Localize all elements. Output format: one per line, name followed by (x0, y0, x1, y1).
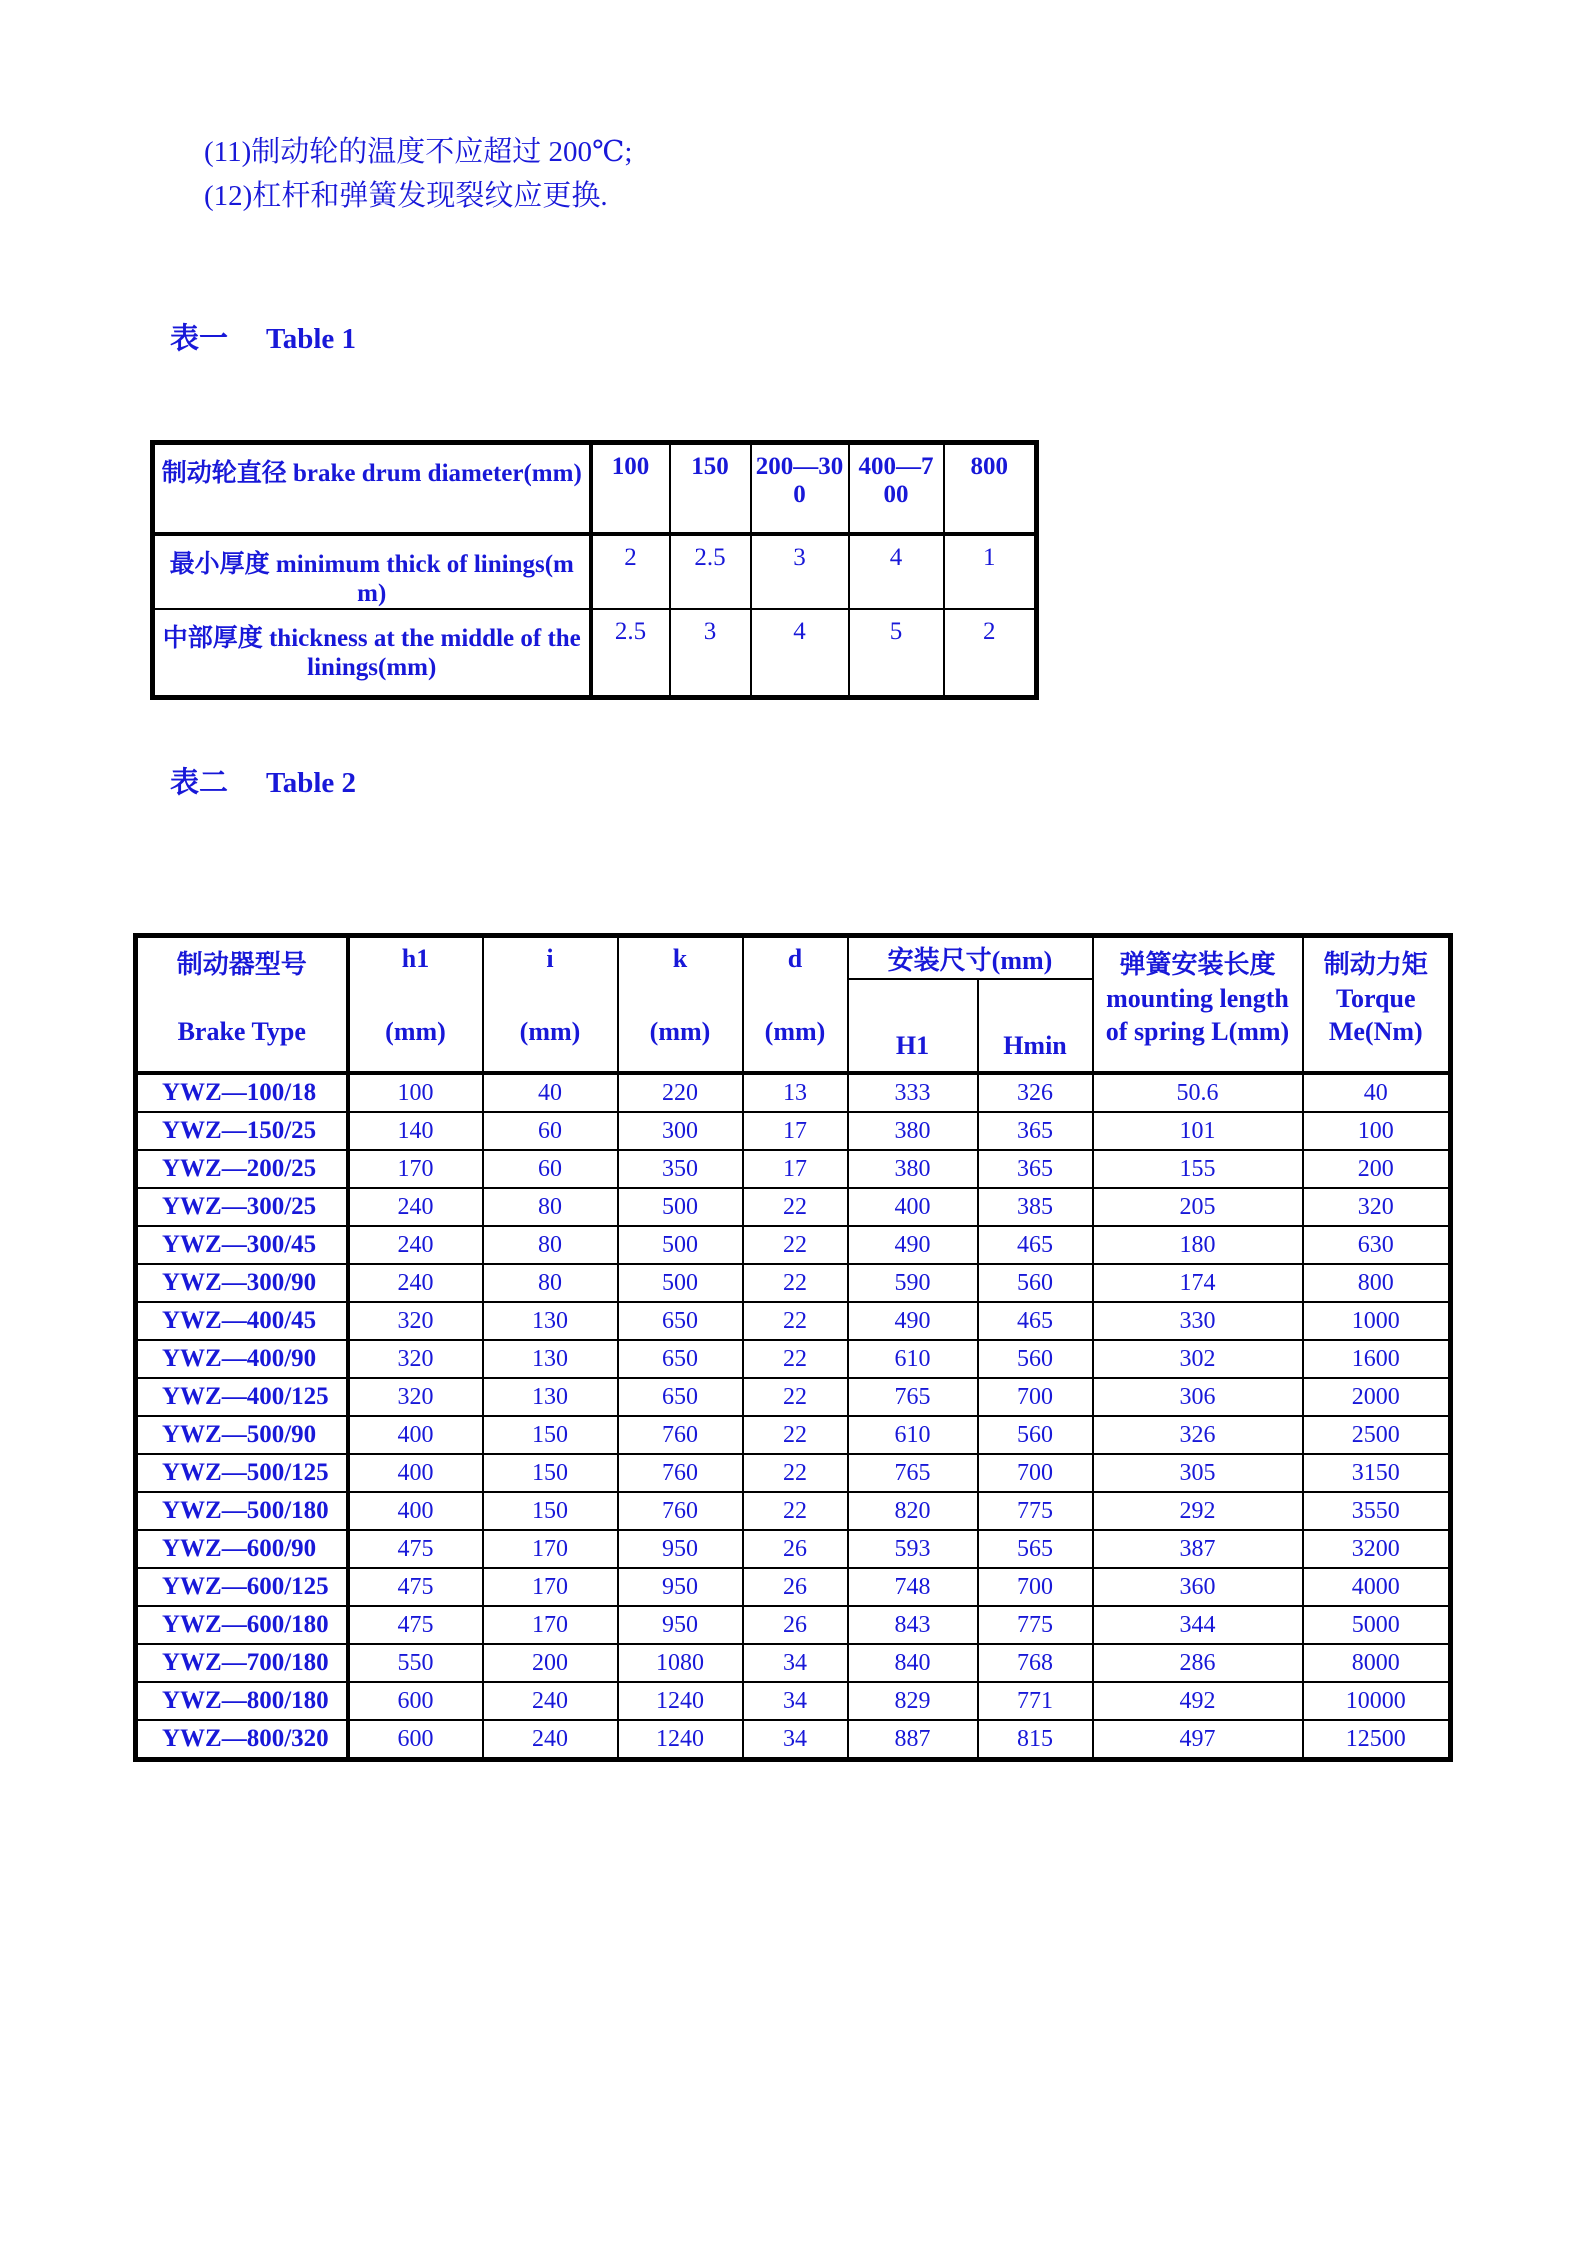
value-cell: 748 (848, 1568, 978, 1606)
value-cell: 170 (483, 1530, 618, 1568)
value-cell: 22 (743, 1188, 848, 1226)
spring-en2: of spring L(mm) (1105, 1017, 1290, 1046)
table2-row (136, 1264, 1451, 1302)
value-cell: 170 (483, 1606, 618, 1644)
value-cell: 650 (618, 1378, 743, 1416)
value-cell: 650 (618, 1302, 743, 1340)
value-cell: 292 (1093, 1492, 1303, 1530)
table2-header-i (483, 936, 618, 1074)
torque-unit: Me(Nm) (1328, 1017, 1423, 1046)
table2 (133, 933, 1453, 1762)
header-d-unit: (mm) (764, 1017, 826, 1046)
brake-type-cell: YWZ—200/25 (136, 1150, 348, 1188)
table2-row (136, 1340, 1451, 1378)
value-cell: 3550 (1303, 1492, 1451, 1530)
table1-cell: 4 (849, 534, 944, 609)
value-cell: 240 (348, 1226, 483, 1264)
table1-header-label: 制动轮直径 brake drum diameter(mm) (153, 443, 591, 535)
value-cell: 326 (1093, 1416, 1303, 1454)
value-cell: 240 (483, 1682, 618, 1720)
table1-cell: 2.5 (591, 609, 670, 698)
value-cell: 3150 (1303, 1454, 1451, 1492)
table1-caption-en: Table 1 (266, 323, 357, 355)
value-cell: 40 (483, 1073, 618, 1112)
value-cell: 174 (1093, 1264, 1303, 1302)
table1-row-middle-thickness (153, 609, 1037, 698)
value-cell: 497 (1093, 1720, 1303, 1760)
value-cell: 500 (618, 1264, 743, 1302)
value-cell: 820 (848, 1492, 978, 1530)
value-cell: 26 (743, 1606, 848, 1644)
value-cell: 10000 (1303, 1682, 1451, 1720)
value-cell: 17 (743, 1112, 848, 1150)
value-cell: 22 (743, 1340, 848, 1378)
value-cell: 490 (848, 1302, 978, 1340)
notes-block (204, 130, 633, 218)
value-cell: 650 (618, 1340, 743, 1378)
table1-col-header: 400—700 (849, 443, 944, 535)
torque-en: Torque (1336, 984, 1416, 1013)
value-cell: 40 (1303, 1073, 1451, 1112)
header-k-unit: (mm) (649, 1017, 711, 1046)
brake-type-cell: YWZ—600/90 (136, 1530, 348, 1568)
table2-header-torque (1303, 936, 1451, 1074)
brake-type-cell: YWZ—600/180 (136, 1606, 348, 1644)
value-cell: 560 (978, 1416, 1093, 1454)
table2-row (136, 1302, 1451, 1340)
table2-row (136, 1416, 1451, 1454)
brake-type-cell: YWZ—150/25 (136, 1112, 348, 1150)
brake-type-cell: YWZ—600/125 (136, 1568, 348, 1606)
value-cell: 475 (348, 1606, 483, 1644)
value-cell: 1080 (618, 1644, 743, 1682)
value-cell: 1240 (618, 1720, 743, 1760)
table2-row (136, 1492, 1451, 1530)
header-h1-unit: (mm) (385, 1017, 446, 1046)
table2-row (136, 1682, 1451, 1720)
value-cell: 130 (483, 1340, 618, 1378)
value-cell: 200 (1303, 1150, 1451, 1188)
table1-col-header: 800 (944, 443, 1037, 535)
value-cell: 240 (483, 1720, 618, 1760)
table1-cell: 5 (849, 609, 944, 698)
value-cell: 475 (348, 1568, 483, 1606)
value-cell: 560 (978, 1264, 1093, 1302)
value-cell: 765 (848, 1454, 978, 1492)
value-cell: 34 (743, 1644, 848, 1682)
value-cell: 205 (1093, 1188, 1303, 1226)
value-cell: 17 (743, 1150, 848, 1188)
table2-header-install-dims: 安装尺寸(mm) (848, 936, 1093, 980)
value-cell: 50.6 (1093, 1073, 1303, 1112)
value-cell: 1000 (1303, 1302, 1451, 1340)
value-cell: 170 (348, 1150, 483, 1188)
value-cell: 80 (483, 1264, 618, 1302)
value-cell: 60 (483, 1112, 618, 1150)
spring-zh: 弹簧安装长度 (1119, 950, 1276, 979)
value-cell: 700 (978, 1568, 1093, 1606)
header-i-symbol: i (546, 944, 554, 973)
value-cell: 843 (848, 1606, 978, 1644)
table2-row (136, 1150, 1451, 1188)
value-cell: 80 (483, 1226, 618, 1264)
value-cell: 380 (848, 1150, 978, 1188)
value-cell: 400 (348, 1454, 483, 1492)
value-cell: 5000 (1303, 1606, 1451, 1644)
value-cell: 560 (978, 1340, 1093, 1378)
value-cell: 760 (618, 1454, 743, 1492)
table2-row (136, 1568, 1451, 1606)
table2-row (136, 1454, 1451, 1492)
value-cell: 170 (483, 1568, 618, 1606)
table1-col-header: 150 (670, 443, 751, 535)
table2-header (136, 936, 1451, 1074)
value-cell: 400 (348, 1492, 483, 1530)
value-cell: 130 (483, 1302, 618, 1340)
value-cell: 771 (978, 1682, 1093, 1720)
table1-cell: 1 (944, 534, 1037, 609)
value-cell: 8000 (1303, 1644, 1451, 1682)
table2-header-H1: H1 (848, 979, 978, 1073)
value-cell: 815 (978, 1720, 1093, 1760)
table2-row (136, 1112, 1451, 1150)
value-cell: 130 (483, 1378, 618, 1416)
value-cell: 326 (978, 1073, 1093, 1112)
value-cell: 220 (618, 1073, 743, 1112)
value-cell: 320 (348, 1340, 483, 1378)
table1 (150, 440, 1039, 700)
brake-type-cell: YWZ—100/18 (136, 1073, 348, 1112)
table2-caption-en: Table 2 (266, 767, 357, 799)
value-cell: 887 (848, 1720, 978, 1760)
value-cell: 350 (618, 1150, 743, 1188)
value-cell: 306 (1093, 1378, 1303, 1416)
brake-type-cell: YWZ—500/180 (136, 1492, 348, 1530)
value-cell: 286 (1093, 1644, 1303, 1682)
value-cell: 490 (848, 1226, 978, 1264)
brake-type-cell: YWZ—300/25 (136, 1188, 348, 1226)
table2-header-spring-length (1093, 936, 1303, 1074)
value-cell: 365 (978, 1150, 1093, 1188)
value-cell: 2500 (1303, 1416, 1451, 1454)
value-cell: 829 (848, 1682, 978, 1720)
value-cell: 1600 (1303, 1340, 1451, 1378)
table2-row (136, 1644, 1451, 1682)
value-cell: 12500 (1303, 1720, 1451, 1760)
value-cell: 344 (1093, 1606, 1303, 1644)
brake-type-cell: YWZ—500/90 (136, 1416, 348, 1454)
table2-header-row-top (136, 936, 1451, 980)
value-cell: 565 (978, 1530, 1093, 1568)
brake-type-cell: YWZ—300/45 (136, 1226, 348, 1264)
value-cell: 333 (848, 1073, 978, 1112)
brake-type-cell: YWZ—500/125 (136, 1454, 348, 1492)
value-cell: 60 (483, 1150, 618, 1188)
value-cell: 475 (348, 1530, 483, 1568)
value-cell: 800 (1303, 1264, 1451, 1302)
table2-row (136, 1226, 1451, 1264)
value-cell: 950 (618, 1606, 743, 1644)
table1-row-label: 中部厚度 thickness at the middle of the linings(mm) (153, 609, 591, 698)
value-cell: 34 (743, 1682, 848, 1720)
value-cell: 140 (348, 1112, 483, 1150)
value-cell: 101 (1093, 1112, 1303, 1150)
value-cell: 320 (348, 1302, 483, 1340)
brake-type-zh: 制动器型号 (176, 950, 307, 979)
value-cell: 610 (848, 1416, 978, 1454)
value-cell: 360 (1093, 1568, 1303, 1606)
value-cell: 500 (618, 1188, 743, 1226)
value-cell: 4000 (1303, 1568, 1451, 1606)
table1-cell: 2.5 (670, 534, 751, 609)
table1-cell: 4 (751, 609, 849, 698)
table2-header-Hmin: Hmin (978, 979, 1093, 1073)
header-h1-symbol: h1 (401, 944, 430, 973)
brake-type-en: Brake Type (177, 1017, 306, 1046)
value-cell: 300 (618, 1112, 743, 1150)
brake-type-cell: YWZ—800/180 (136, 1682, 348, 1720)
value-cell: 760 (618, 1416, 743, 1454)
value-cell: 80 (483, 1188, 618, 1226)
value-cell: 387 (1093, 1530, 1303, 1568)
value-cell: 465 (978, 1226, 1093, 1264)
table2-row (136, 1606, 1451, 1644)
value-cell: 3200 (1303, 1530, 1451, 1568)
value-cell: 400 (848, 1188, 978, 1226)
value-cell: 100 (348, 1073, 483, 1112)
value-cell: 155 (1093, 1150, 1303, 1188)
value-cell: 330 (1093, 1302, 1303, 1340)
spring-en1: mounting length (1106, 984, 1289, 1013)
table1-cell: 3 (751, 534, 849, 609)
table2-row (136, 1188, 1451, 1226)
value-cell: 240 (348, 1264, 483, 1302)
table2-row (136, 1073, 1451, 1112)
value-cell: 760 (618, 1492, 743, 1530)
value-cell: 200 (483, 1644, 618, 1682)
value-cell: 590 (848, 1264, 978, 1302)
value-cell: 22 (743, 1302, 848, 1340)
brake-type-cell: YWZ—300/90 (136, 1264, 348, 1302)
value-cell: 320 (348, 1378, 483, 1416)
table1-cell: 3 (670, 609, 751, 698)
value-cell: 593 (848, 1530, 978, 1568)
value-cell: 150 (483, 1454, 618, 1492)
value-cell: 950 (618, 1568, 743, 1606)
value-cell: 840 (848, 1644, 978, 1682)
value-cell: 610 (848, 1340, 978, 1378)
table2-caption-zh: 表二 (170, 767, 229, 799)
table2-header-h1 (348, 936, 483, 1074)
value-cell: 22 (743, 1492, 848, 1530)
value-cell: 385 (978, 1188, 1093, 1226)
value-cell: 1240 (618, 1682, 743, 1720)
value-cell: 380 (848, 1112, 978, 1150)
table1-cell: 2 (591, 534, 670, 609)
value-cell: 320 (1303, 1188, 1451, 1226)
value-cell: 13 (743, 1073, 848, 1112)
table1-row-min-thickness (153, 534, 1037, 609)
header-d-symbol: d (787, 944, 803, 973)
value-cell: 34 (743, 1720, 848, 1760)
table1-col-header: 100 (591, 443, 670, 535)
brake-type-cell: YWZ—700/180 (136, 1644, 348, 1682)
brake-type-cell: YWZ—400/90 (136, 1340, 348, 1378)
value-cell: 240 (348, 1188, 483, 1226)
note-line-12: (12)杠杆和弹簧发现裂纹应更换. (204, 180, 608, 212)
value-cell: 950 (618, 1530, 743, 1568)
value-cell: 500 (618, 1226, 743, 1264)
header-k-symbol: k (672, 944, 688, 973)
value-cell: 775 (978, 1492, 1093, 1530)
value-cell: 465 (978, 1302, 1093, 1340)
table2-header-d (743, 936, 848, 1074)
brake-type-cell: YWZ—800/320 (136, 1720, 348, 1760)
brake-type-cell: YWZ—400/125 (136, 1378, 348, 1416)
table2-header-brake-type (136, 936, 348, 1074)
value-cell: 26 (743, 1568, 848, 1606)
torque-zh: 制动力矩 (1323, 950, 1428, 979)
value-cell: 400 (348, 1416, 483, 1454)
value-cell: 150 (483, 1416, 618, 1454)
value-cell: 22 (743, 1226, 848, 1264)
table2-header-k (618, 936, 743, 1074)
table1-row-label: 最小厚度 minimum thick of linings(mm) (153, 534, 591, 609)
table2-row (136, 1720, 1451, 1760)
brake-type-cell: YWZ—400/45 (136, 1302, 348, 1340)
value-cell: 775 (978, 1606, 1093, 1644)
value-cell: 22 (743, 1264, 848, 1302)
note-line-11: (11)制动轮的温度不应超过 200℃; (204, 136, 633, 168)
table2-caption (170, 760, 356, 801)
table2-row (136, 1378, 1451, 1416)
value-cell: 492 (1093, 1682, 1303, 1720)
value-cell: 600 (348, 1720, 483, 1760)
value-cell: 600 (348, 1682, 483, 1720)
table1-header-row (153, 443, 1037, 535)
value-cell: 765 (848, 1378, 978, 1416)
value-cell: 180 (1093, 1226, 1303, 1264)
value-cell: 22 (743, 1454, 848, 1492)
value-cell: 700 (978, 1378, 1093, 1416)
header-i-unit: (mm) (519, 1017, 581, 1046)
value-cell: 150 (483, 1492, 618, 1530)
value-cell: 22 (743, 1378, 848, 1416)
value-cell: 700 (978, 1454, 1093, 1492)
table1-caption (170, 316, 356, 357)
value-cell: 22 (743, 1416, 848, 1454)
value-cell: 305 (1093, 1454, 1303, 1492)
value-cell: 100 (1303, 1112, 1451, 1150)
value-cell: 768 (978, 1644, 1093, 1682)
value-cell: 630 (1303, 1226, 1451, 1264)
table2-row (136, 1530, 1451, 1568)
value-cell: 302 (1093, 1340, 1303, 1378)
value-cell: 26 (743, 1530, 848, 1568)
table1-caption-zh: 表一 (170, 323, 229, 355)
table2-body (136, 1073, 1451, 1760)
value-cell: 365 (978, 1112, 1093, 1150)
table1-col-header: 200—300 (751, 443, 849, 535)
table1-cell: 2 (944, 609, 1037, 698)
value-cell: 550 (348, 1644, 483, 1682)
value-cell: 2000 (1303, 1378, 1451, 1416)
